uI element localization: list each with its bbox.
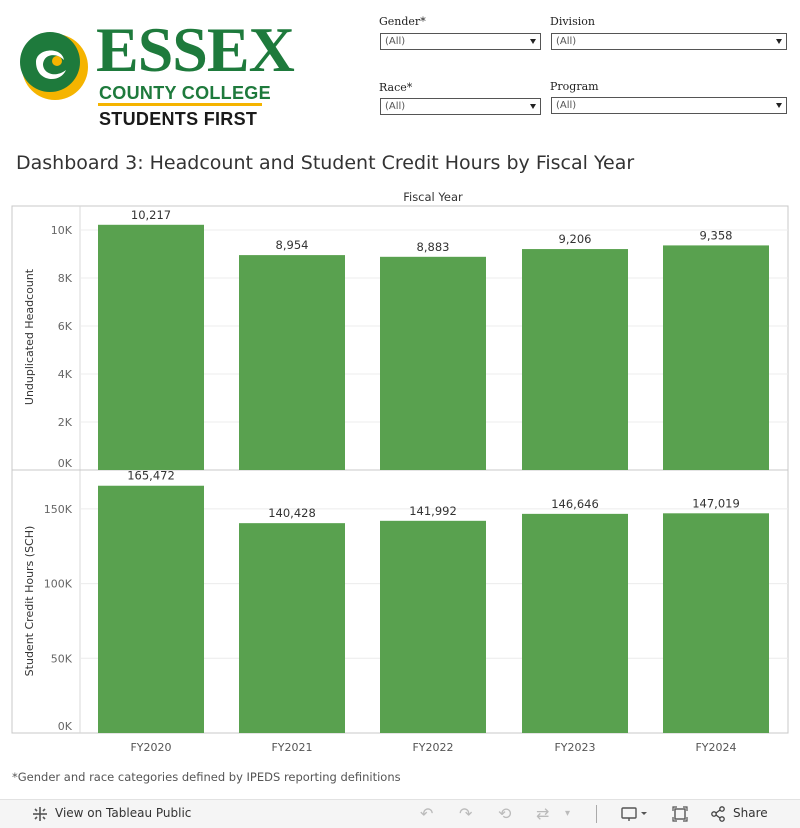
division-filter-select[interactable] xyxy=(551,33,787,50)
y-tick-label: 150K xyxy=(43,502,72,516)
logo-wordmark: ESSEX xyxy=(96,14,294,85)
column-header: Fiscal Year xyxy=(403,190,463,204)
x-tick-label: FY2020 xyxy=(130,741,172,754)
chevron-down-icon xyxy=(530,104,536,109)
bar-chart xyxy=(0,180,800,770)
y-tick-label: 8K xyxy=(57,272,72,285)
page-title: Dashboard 3: Headcount and Student Credit Hours by Fiscal Year xyxy=(16,152,635,174)
y-tick-label: 10K xyxy=(50,224,72,237)
x-tick-label: FY2022 xyxy=(412,741,454,754)
redo-icon[interactable]: ↷ xyxy=(459,804,473,823)
race-filter-label: Race* xyxy=(379,81,413,94)
logo-tagline: STUDENTS FIRST xyxy=(99,109,258,129)
bar[interactable] xyxy=(522,249,628,470)
undo-icon[interactable]: ↶ xyxy=(420,804,434,823)
share-icon xyxy=(710,806,726,822)
bar[interactable] xyxy=(522,514,628,733)
logo-divider xyxy=(98,103,262,106)
bar[interactable] xyxy=(380,521,486,733)
sch-axis-title: Student Credit Hours (SCH) xyxy=(23,525,36,677)
fullscreen-icon[interactable] xyxy=(672,806,688,822)
chevron-down-icon xyxy=(776,39,782,44)
x-tick-label: FY2021 xyxy=(271,741,313,754)
y-tick-label: 0K xyxy=(57,720,72,733)
data-label: 140,428 xyxy=(268,506,316,521)
bar[interactable] xyxy=(98,225,204,470)
footnote: *Gender and race categories defined by IPEDS reporting definitions xyxy=(12,770,401,784)
y-tick-label: 100K xyxy=(43,577,72,591)
logo-subtitle: COUNTY COLLEGE xyxy=(99,83,271,103)
tableau-toolbar xyxy=(0,799,800,828)
tableau-logo-icon xyxy=(32,806,48,822)
y-tick-label: 6K xyxy=(57,320,72,333)
gender-filter-value: (All) xyxy=(385,36,406,47)
data-label: 8,954 xyxy=(275,238,309,253)
logo-emblem-icon xyxy=(10,22,100,112)
gender-filter-label: Gender* xyxy=(379,15,426,28)
bar[interactable] xyxy=(239,255,345,470)
program-filter-value: (All) xyxy=(556,100,577,111)
x-tick-label: FY2024 xyxy=(695,741,737,754)
data-label: 10,217 xyxy=(130,207,172,222)
program-filter-select[interactable] xyxy=(551,97,787,114)
revert-icon[interactable]: ⟲ xyxy=(498,804,512,823)
bar[interactable] xyxy=(239,523,345,733)
chevron-down-icon xyxy=(530,39,536,44)
data-label: 9,358 xyxy=(699,228,733,243)
program-filter-label: Program xyxy=(550,80,599,93)
refresh-chevron-down-icon[interactable]: ▾ xyxy=(565,808,571,819)
division-filter-label: Division xyxy=(550,15,595,28)
toolbar-divider xyxy=(596,805,597,823)
refresh-icon[interactable]: ⇄ xyxy=(536,804,550,823)
data-label: 165,472 xyxy=(127,468,175,483)
y-tick-label: 2K xyxy=(57,416,72,429)
division-filter-value: (All) xyxy=(556,36,577,47)
bar[interactable] xyxy=(380,257,486,470)
y-tick-label: 4K xyxy=(57,368,72,381)
data-label: 146,646 xyxy=(551,496,599,511)
headcount-axis-title: Unduplicated Headcount xyxy=(23,268,36,406)
data-label: 8,883 xyxy=(416,239,450,254)
share-label: Share xyxy=(733,806,768,820)
share-button[interactable] xyxy=(710,806,772,822)
data-label: 147,019 xyxy=(692,496,740,511)
race-filter-select[interactable] xyxy=(380,98,541,115)
bar[interactable] xyxy=(663,513,769,733)
view-on-tableau-button[interactable] xyxy=(32,806,202,822)
y-tick-label: 0K xyxy=(57,457,72,470)
bar[interactable] xyxy=(663,245,769,470)
view-on-tableau-label: View on Tableau Public xyxy=(55,806,192,820)
y-tick-label: 50K xyxy=(50,652,72,666)
gender-filter-select[interactable] xyxy=(380,33,541,50)
x-tick-label: FY2023 xyxy=(554,741,596,754)
race-filter-value: (All) xyxy=(385,101,406,112)
data-label: 9,206 xyxy=(558,232,592,247)
bar[interactable] xyxy=(98,486,204,733)
data-label: 141,992 xyxy=(409,503,457,518)
device-preview-icon[interactable] xyxy=(621,806,651,822)
chevron-down-icon xyxy=(776,103,782,108)
